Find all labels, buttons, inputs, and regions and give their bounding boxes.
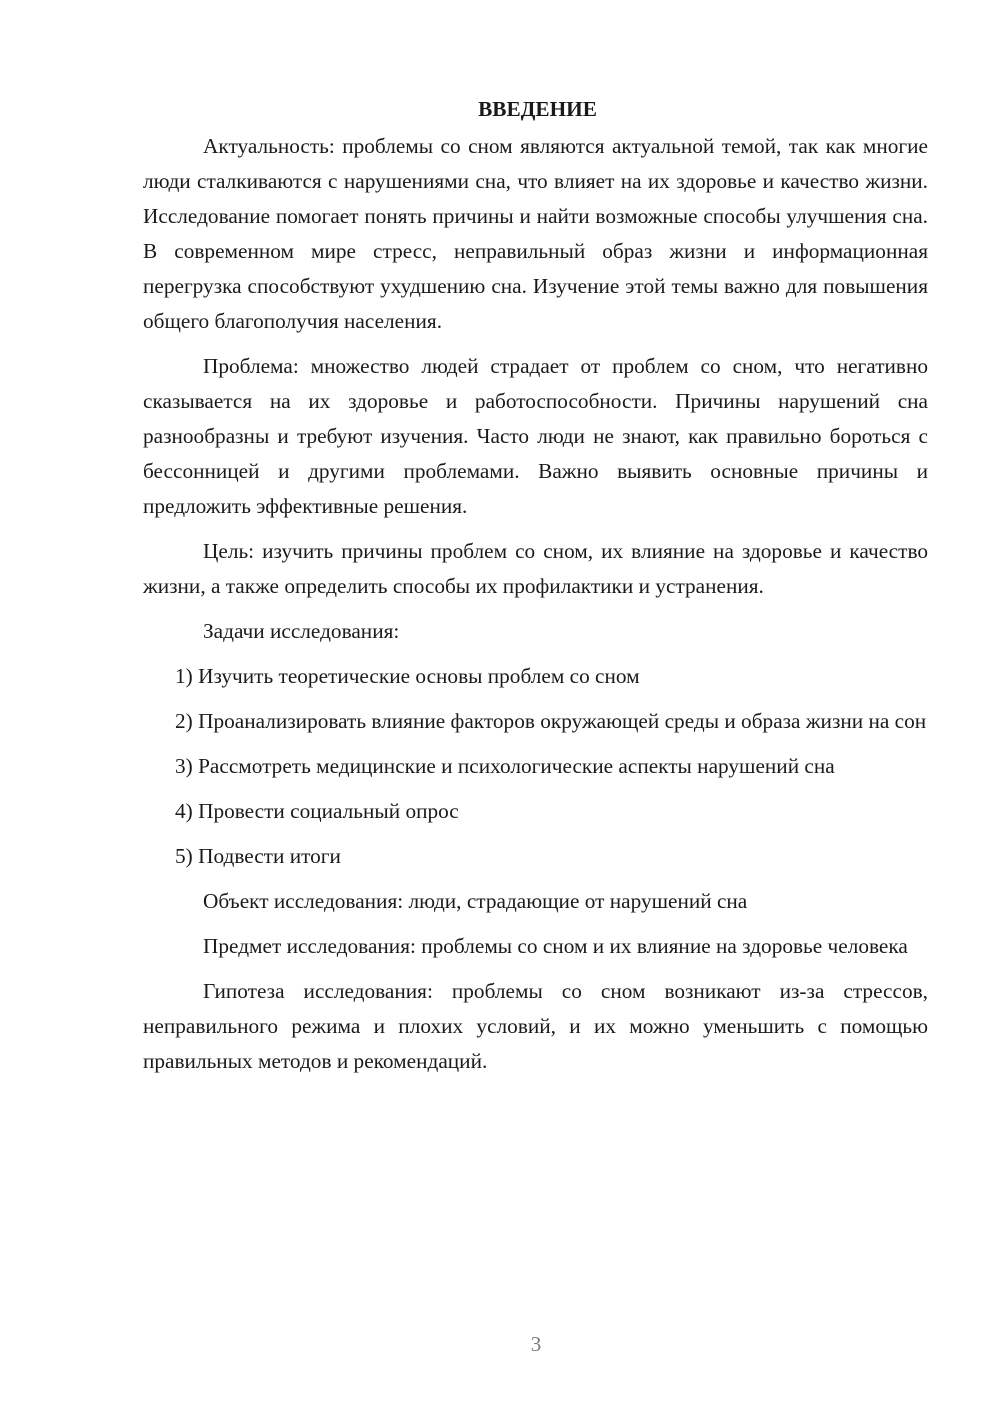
paragraph-tasks-heading: Задачи исследования: — [203, 619, 400, 643]
task-item-5: 5) Подвести итоги — [175, 844, 341, 868]
task-item-1: 1) Изучить теоретические основы проблем со сном — [175, 664, 640, 688]
document-page — [143, 92, 928, 1089]
paragraph-subject: Предмет исследования: проблемы со сном и их влияние на здоровье человека — [203, 934, 908, 958]
paragraph-hypothesis: Гипотеза исследования: проблемы со сном возникают из-за стрессов, неправильного режима и плохих условий, и их можно уменьшить с помощью правильных методов и рекомендаций. — [143, 979, 928, 1073]
section-title: ВВЕДЕНИЕ — [478, 97, 597, 121]
paragraph-object: Объект исследования: люди, страдающие от нарушений сна — [203, 889, 748, 913]
task-item-4: 4) Провести социальный опрос — [175, 799, 459, 823]
page-number: 3 — [530, 1332, 542, 1356]
paragraph-goal: Цель: изучить причины проблем со сном, их влияние на здоровье и качество жизни, а также определить способы их профилактики и устранения. — [143, 539, 928, 598]
task-item-3: 3) Рассмотреть медицинские и психологические аспекты нарушений сна — [175, 754, 835, 778]
paragraph-relevance: Актуальность: проблемы со сном являются актуальной темой, так как многие люди сталкиваются с нарушениями сна, что влияет на их здоровье и качество жизни. Исследование помогает понять причины и найти возможные способы улучшения сна. В современном мире стресс, неправильный образ жизни и информационная перегрузка способствуют ухудшению сна. Изучение этой темы важно для повышения общего благополучия населения. — [143, 134, 928, 333]
task-item-2: 2) Проанализировать влияние факторов окружающей среды и образа жизни на сон — [175, 709, 927, 733]
paragraph-problem: Проблема: множество людей страдает от проблем со сном, что негативно сказывается на их здоровье и работоспособности. Причины нарушений сна разнообразны и требуют изучения. Часто люди не знают, как правильно бороться с бессонницей и другими проблемами. Важно выявить основные причины и предложить эффективные решения. — [143, 354, 928, 518]
